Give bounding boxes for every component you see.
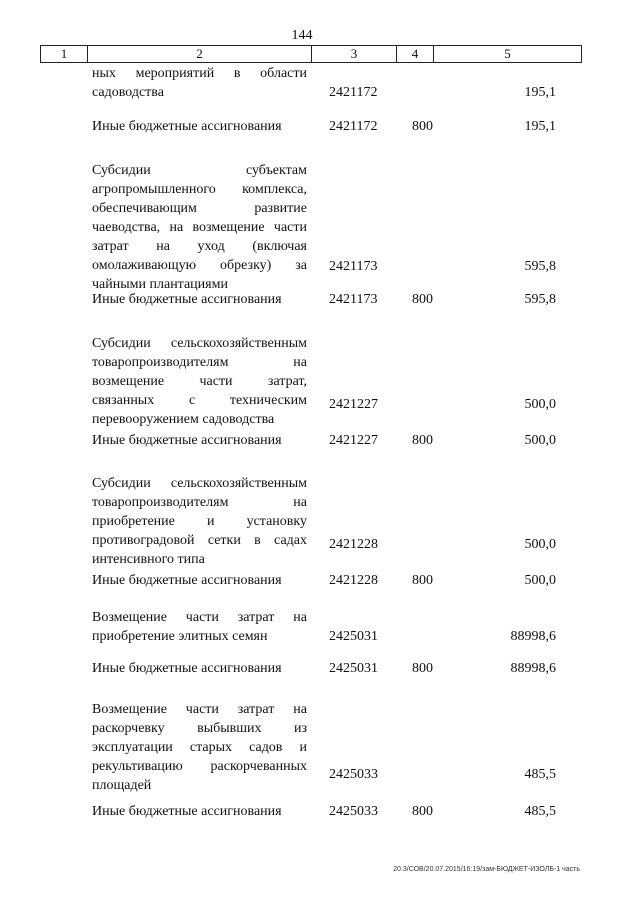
row-amount: 485,5 <box>524 767 556 782</box>
row-code: 2421227 <box>329 397 378 412</box>
column-header-1: 1 <box>41 46 88 63</box>
row-code: 2425033 <box>329 804 378 819</box>
table-row <box>0 474 640 567</box>
row-type: 800 <box>412 292 433 307</box>
column-header-3: 3 <box>312 46 397 63</box>
row-amount: 88998,6 <box>510 629 556 644</box>
table-row <box>0 700 640 793</box>
row-type: 800 <box>412 573 433 588</box>
row-type: 800 <box>412 433 433 448</box>
row-code: 2421173 <box>329 259 378 274</box>
footer-document-id: 20.3/СОВ/20.07.2015/16:19/зам-БЮДЖЕТ-ИЗОЛБ-1 часть <box>393 866 580 873</box>
row-code: 2421172 <box>329 119 378 134</box>
row-name: Иные бюджетные ассигнования <box>92 661 282 676</box>
row-amount: 595,8 <box>524 292 556 307</box>
table-row <box>0 64 640 102</box>
row-name: ных мероприятий в области садоводства <box>92 66 307 100</box>
row-name: Иные бюджетные ассигнования <box>92 573 282 588</box>
row-name: Иные бюджетные ассигнования <box>92 433 282 448</box>
row-code: 2421227 <box>329 433 378 448</box>
row-code: 2421228 <box>329 537 378 552</box>
column-header-2: 2 <box>88 46 312 63</box>
row-type: 800 <box>412 804 433 819</box>
row-amount: 88998,6 <box>510 661 556 676</box>
row-name: Возмещение части затрат на приобретение элитных семян <box>92 610 307 644</box>
table-row <box>0 431 640 450</box>
row-amount: 500,0 <box>524 573 556 588</box>
row-name: Субсидии сельскохозяйственным товаропроизводителям на приобретение и установку противоградовой сетки в садах интенсивного типа <box>92 476 307 567</box>
row-type: 800 <box>412 119 433 134</box>
row-amount: 500,0 <box>524 537 556 552</box>
row-name: Субсидии сельскохозяйственным товаропроизводителям на возмещение части затрат, связанных с техническим перевооружением садоводства <box>92 336 307 427</box>
row-name: Иные бюджетные ассигнования <box>92 119 282 134</box>
row-amount: 500,0 <box>524 433 556 448</box>
row-code: 2421172 <box>329 85 378 100</box>
column-header-4: 4 <box>397 46 434 63</box>
table-row <box>0 659 640 678</box>
table-row <box>0 334 640 427</box>
row-name: Возмещение части затрат на раскорчевку выбывших из эксплуатации старых садов и рекультивацию раскорчеванных площадей <box>92 702 307 793</box>
table-row <box>0 290 640 309</box>
table-row <box>0 571 640 590</box>
row-amount: 500,0 <box>524 397 556 412</box>
table-row <box>0 161 640 292</box>
row-name: Иные бюджетные ассигнования <box>92 292 282 307</box>
row-code: 2425031 <box>329 629 378 644</box>
column-header-table <box>40 45 582 63</box>
row-code: 2421173 <box>329 292 378 307</box>
table-row <box>0 802 640 821</box>
table-row <box>0 117 640 136</box>
row-amount: 485,5 <box>524 804 556 819</box>
row-name: Субсидии субъектам агропромышленного комплекса, обеспечивающим развитие чаеводства, на возмещение части затрат на уход (включая омолаживающую обрезку) за чайными плантациями <box>92 163 307 292</box>
row-amount: 595,8 <box>524 259 556 274</box>
row-amount: 195,1 <box>524 119 556 134</box>
page-number: 144 <box>291 28 313 43</box>
row-code: 2425031 <box>329 661 378 676</box>
row-amount: 195,1 <box>524 85 556 100</box>
row-code: 2425033 <box>329 767 378 782</box>
row-type: 800 <box>412 661 433 676</box>
table-row <box>0 608 640 646</box>
row-name: Иные бюджетные ассигнования <box>92 804 282 819</box>
column-header-5: 5 <box>434 46 582 63</box>
row-code: 2421228 <box>329 573 378 588</box>
